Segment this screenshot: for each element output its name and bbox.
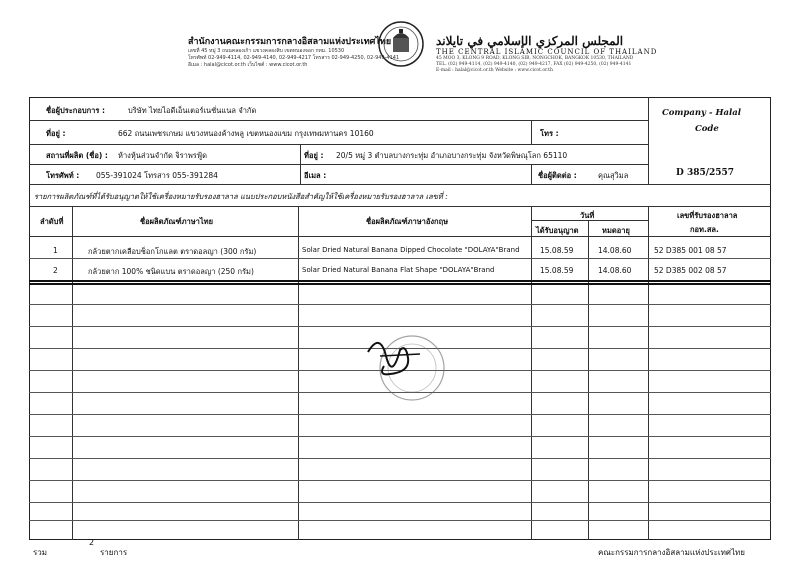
form-row-line — [29, 120, 648, 121]
halal-code: D 385/2557 — [676, 168, 735, 178]
header-address-line: โทรศัพท์ 02-949-4114, 02-949-4140, 02-949-4217 โทรสาร 02-949-4250, 02-949-4141 — [188, 55, 400, 61]
operator-label: ชื่อผู้ประกอบการ : — [46, 106, 106, 115]
contact-value: คุณสุวิมล — [598, 171, 629, 180]
row-1-cert: 52 D385 001 08 57 — [654, 246, 727, 255]
col-header-no: ลำดับที่ — [40, 217, 64, 226]
code-title-2: Code — [695, 124, 719, 134]
table-row-line — [29, 436, 771, 437]
contact-label: ชื่อผู้ติดต่อ : — [538, 171, 577, 180]
tel-label: โทรศัพท์ : — [46, 171, 80, 180]
product-list-note: รายการผลิตภัณฑ์ที่ได้รับอนุญาตให้ใช้เครื่องหมายรับรองฮาลาล แนบประกอบหนังสือสำคัญให้ใช้เครื่องหมายรับรองฮาลาล เลขที่ : — [34, 192, 448, 201]
phone-divider — [531, 120, 532, 144]
header-address-line: E-mail : halal@cicot.or.th Website : www.cicot.or.th — [436, 68, 553, 73]
tel-value: 055-391024 โทรสาร 055-391284 — [96, 171, 218, 180]
footer-total-value: 2 — [89, 538, 95, 547]
table-col-divider — [72, 206, 73, 540]
row-2-english-name: Solar Dried Natural Banana Flat Shape "DOLAYA"Brand — [302, 266, 495, 274]
row-1-issue: 15.08.59 — [540, 246, 574, 255]
official-stamp-signature-icon — [360, 322, 450, 412]
factory-address-value: 20/5 หมู่ 3 ตำบลบางกระทุ่ม อำเภอบางกระทุ่ม จังหวัดพิษณุโลก 65110 — [336, 151, 568, 160]
code-box-divider — [648, 97, 649, 185]
row-1-english-name: Solar Dried Natural Banana Dipped Chocolate "DOLAYA"Brand — [302, 246, 520, 254]
col-header-thai-name: ชื่อผลิตภัณฑ์ภาษาไทย — [140, 217, 214, 226]
row-2-cert: 52 D385 002 08 57 — [654, 266, 727, 275]
header-address-line: 45 MOO 3, KLONG 9 ROAD, KLONG SIB, NONGCHOK, BANGKOK 10530, THAILAND — [436, 56, 634, 61]
col-header-cert-sub: กอท.สล. — [690, 225, 719, 234]
table-col-divider — [298, 206, 299, 540]
address-label: ที่อยู่ : — [46, 129, 66, 138]
table-col-divider — [648, 206, 649, 540]
table-header-bottom — [29, 236, 771, 237]
form-row-line — [29, 164, 648, 165]
header-org-thai: สำนักงานคณะกรรมการกลางอิสลามแห่งประเทศไทย — [188, 37, 392, 47]
row-2-thai-name: กล้วยตาก 100% ชนิดแบน ตราดอลญา (250 กรัม) — [88, 267, 254, 276]
factory-label: สถานที่ผลิต (ชื่อ) : — [46, 151, 108, 160]
factory-divider — [300, 144, 301, 164]
table-row-line — [29, 304, 771, 305]
header-org-english: THE CENTRAL ISLAMIC COUNCIL OF THAILAND — [436, 48, 658, 56]
row-2-no: 2 — [53, 266, 58, 275]
footer-org: คณะกรรมการกลางอิสลามแห่งประเทศไทย — [598, 548, 745, 557]
col-header-english-name: ชื่อผลิตภัณฑ์ภาษาอังกฤษ — [366, 217, 449, 226]
factory-address-label: ที่อยู่ : — [304, 151, 324, 160]
row-1-no: 1 — [53, 246, 58, 255]
table-header-top — [29, 206, 771, 207]
address-value: 662 ถนนเพชรเกษม แขวงหนองค้างพลู เขตหนองแขม กรุงเทพมหานคร 10160 — [118, 129, 374, 138]
code-title: Company - Halal — [662, 108, 741, 118]
table-row-line — [29, 458, 771, 459]
form-row-line — [29, 144, 648, 145]
row-2-expire: 14.08.60 — [598, 266, 632, 275]
footer-total-label: รวม — [33, 548, 48, 557]
header-arabic-title: المجلس المركزي الإسلامي في تايلاند — [436, 34, 624, 48]
col-header-expire: หมดอายุ — [602, 226, 630, 235]
table-row-line — [29, 258, 771, 259]
row-2-issue: 15.08.59 — [540, 266, 574, 275]
header-address-line: เลขที่ 45 หมู่ 3 ถนนคลองเก้า แขวงคลองสิบ เขตหนองจอก กทม. 10530 — [188, 48, 345, 54]
col-header-date: วันที่ — [580, 211, 595, 220]
table-row-line — [29, 502, 771, 503]
header-address-line: อีเมล : halal@cicot.or.th เว็บไซต์ : www.cicot.or.th — [188, 62, 308, 68]
factory-value: ห้างหุ้นส่วนจำกัด จิราพรฟู้ด — [118, 151, 207, 160]
header-address-line: TEL. (02) 949-4114, (02) 949-4140, (02) 949-4217, FAX (02) 949-4250, (02) 949-4141 — [436, 62, 632, 67]
table-col-divider — [531, 206, 532, 540]
email-divider — [300, 164, 301, 184]
footer-items-label: รายการ — [100, 548, 128, 557]
row-1-expire: 14.08.60 — [598, 246, 632, 255]
table-row-line — [29, 414, 771, 415]
table-row-line — [29, 520, 771, 521]
table-row-line — [29, 480, 771, 481]
row-1-thai-name: กล้วยตากเคลือบช็อกโกแลต ตราดอลญา (300 กรัม) — [88, 247, 257, 256]
email-label: อีเมล : — [304, 171, 327, 180]
table-col-divider — [588, 220, 589, 540]
col-header-cert: เลขที่รับรองฮาลาล — [677, 211, 738, 220]
table-end-line — [29, 283, 771, 285]
table-end-line — [29, 280, 771, 282]
col-header-issue: ได้รับอนุญาต — [536, 226, 579, 235]
header-english — [436, 34, 666, 74]
operator-value: บริษัท ไทยไอดีเอ็นเตอร์เนชั่นแนล จำกัด — [128, 106, 257, 115]
contact-divider — [531, 164, 532, 184]
council-seal-icon — [376, 20, 426, 68]
form-row-line — [29, 184, 771, 185]
phone-label: โทร : — [540, 129, 559, 138]
